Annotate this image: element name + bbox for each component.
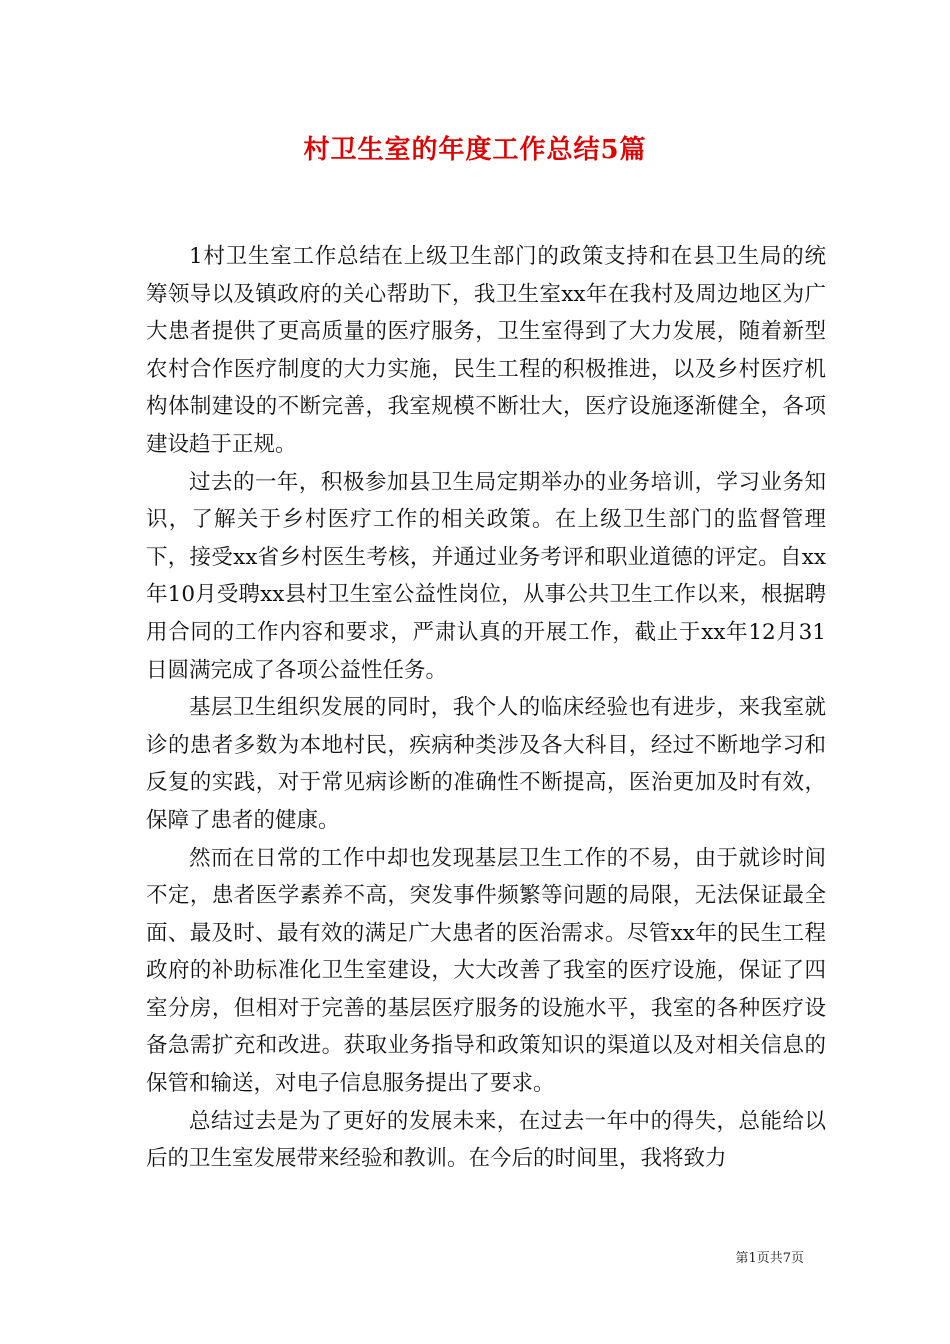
paragraph-5: 总结过去是为了更好的发展未来，在过去一年中的得失，总能给以后的卫生室发展带来经验和教训。在今后的时间里，我将致力: [146, 1108, 826, 1172]
document-body: [146, 238, 826, 1178]
paragraph-1: 1村卫生室工作总结在上级卫生部门的政策支持和在县卫生局的统筹领导以及镇政府的关心帮助下，我卫生室xx年在我村及周边地区为广大患者提供了更高质量的医疗服务，卫生室得到了大力发展，随着新型农村合作医疗制度的大力实施，民生工程的积极推进，以及乡村医疗机构体制建设的不断完善，我室规模不断壮大，医疗设施逐渐健全，各项建设趋于正规。: [146, 244, 826, 457]
paragraph-2: 过去的一年，积极参加县卫生局定期举办的业务培训，学习业务知识，了解关于乡村医疗工作的相关政策。在上级卫生部门的监督管理下，接受xx省乡村医生考核，并通过业务考评和职业道德的评定。自xx年10月受聘xx县村卫生室公益性岗位，从事公共卫生工作以来，根据聘用合同的工作内容和要求，严肃认真的开展工作，截止于xx年12月31日圆满完成了各项公益性任务。: [146, 469, 826, 683]
paragraph-4: 然而在日常的工作中却也发现基层卫生工作的不易，由于就诊时间不定，患者医学素养不高，突发事件频繁等问题的局限，无法保证最全面、最及时、最有效的满足广大患者的医治需求。尽管xx年的民生工程政府的补助标准化卫生室建设，大大改善了我室的医疗设施，保证了四室分房，但相对于完善的基层医疗服务的设施水平，我室的各种医疗设备急需扩充和改进。获取业务指导和政策知识的渠道以及对相关信息的保管和输送，对电子信息服务提出了要求。: [146, 845, 826, 1097]
document-title: 村卫生室的年度工作总结5篇: [303, 135, 647, 165]
page-number-footer: 第1页共7页: [735, 1251, 804, 1266]
paragraph-3: 基层卫生组织发展的同时，我个人的临床经验也有进步，来我室就诊的患者多数为本地村民，疾病种类涉及各大科目，经过不断地学习和反复的实践，对于常见病诊断的准确性不断提高，医治更加及时有效，保障了患者的健康。: [146, 695, 826, 833]
